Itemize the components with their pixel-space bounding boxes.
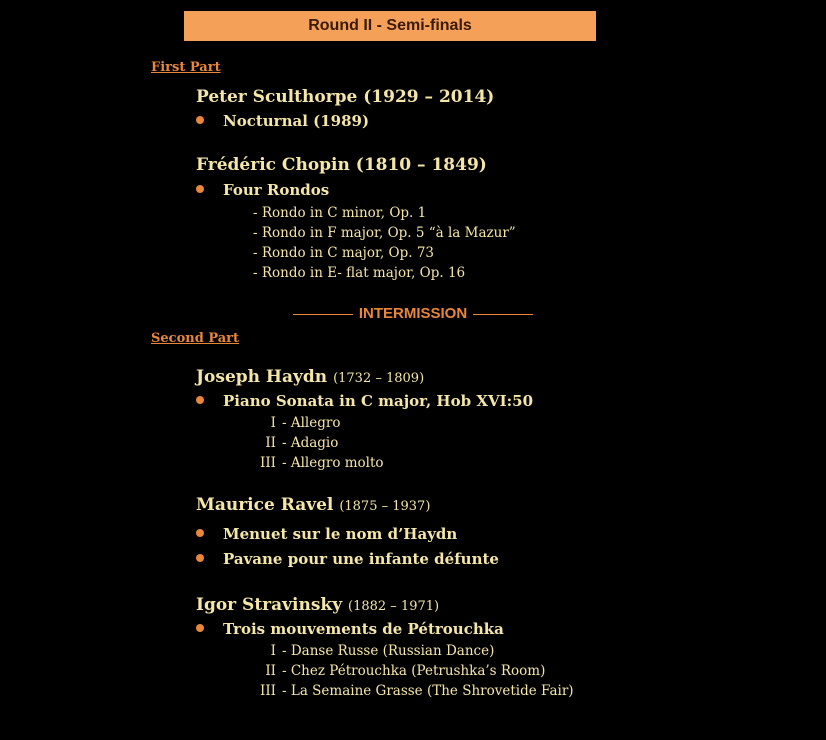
bullet-icon (196, 554, 204, 562)
bullet-icon (196, 185, 204, 193)
composer-name: Joseph Haydn (196, 367, 328, 387)
composer-haydn (196, 367, 424, 387)
rondo-item: - Rondo in C major, Op. 73 (253, 245, 435, 261)
work-title: Pavane pour une infante défunte (223, 550, 499, 568)
movement-number: III (260, 683, 276, 699)
bullet-icon (196, 624, 204, 632)
second-part-heading: Second Part (151, 331, 240, 346)
work-ravel-pavane (196, 550, 499, 568)
movement-title: - Danse Russe (Russian Dance) (282, 643, 495, 659)
bullet-icon (196, 396, 204, 404)
work-title: Trois mouvements de Pétrouchka (223, 620, 504, 638)
work-ravel-menuet (196, 525, 457, 543)
rondo-item: - Rondo in F major, Op. 5 “à la Mazur” (253, 225, 516, 241)
work-title: Nocturnal (1989) (223, 112, 370, 130)
work-haydn-sonata (196, 392, 533, 410)
work-title: Menuet sur le nom d’Haydn (223, 525, 458, 543)
composer-name: Igor Stravinsky (196, 595, 343, 615)
movement-number: II (265, 663, 276, 679)
composer-sculthorpe: Peter Sculthorpe (1929 – 2014) (196, 87, 495, 107)
movement-item (250, 415, 340, 431)
movement-number: III (260, 455, 276, 471)
movement-item (250, 683, 574, 699)
bullet-icon (196, 116, 204, 124)
work-four-rondos (196, 181, 329, 199)
work-title: Piano Sonata in C major, Hob XVI:50 (223, 392, 534, 410)
round-title-banner: Round II - Semi-finals (184, 11, 596, 41)
work-title: Four Rondos (223, 181, 330, 199)
movement-item (250, 663, 545, 679)
composer-ravel (196, 495, 430, 515)
intermission-divider (0, 305, 826, 322)
movement-title: - Allegro molto (282, 455, 384, 471)
composer-dates: (1875 – 1937) (339, 499, 431, 514)
movement-number: I (270, 415, 276, 431)
work-petrouchka (196, 620, 504, 638)
composer-dates: (1882 – 1971) (348, 599, 440, 614)
movement-item (250, 435, 338, 451)
movement-number: I (270, 643, 276, 659)
rondo-item: - Rondo in C minor, Op. 1 (253, 205, 427, 221)
composer-name: Maurice Ravel (196, 495, 334, 515)
composer-chopin: Frédéric Chopin (1810 – 1849) (196, 155, 487, 175)
movement-item (250, 455, 384, 471)
work-nocturnal (196, 112, 369, 130)
movement-item (250, 643, 494, 659)
movement-title: - Adagio (282, 435, 339, 451)
bullet-icon (196, 529, 204, 537)
movement-title: - Allegro (282, 415, 341, 431)
movement-title: - La Semaine Grasse (The Shrovetide Fair) (282, 683, 574, 699)
divider-rule-left (293, 314, 353, 315)
movement-number: II (265, 435, 276, 451)
rondo-item: - Rondo in E- flat major, Op. 16 (253, 265, 466, 281)
divider-rule-right (473, 314, 533, 315)
first-part-heading: First Part (151, 60, 221, 75)
intermission-label: INTERMISSION (358, 305, 468, 322)
composer-dates: (1732 – 1809) (333, 371, 425, 386)
movement-title: - Chez Pétrouchka (Petrushka’s Room) (282, 663, 546, 679)
composer-stravinsky (196, 595, 439, 615)
